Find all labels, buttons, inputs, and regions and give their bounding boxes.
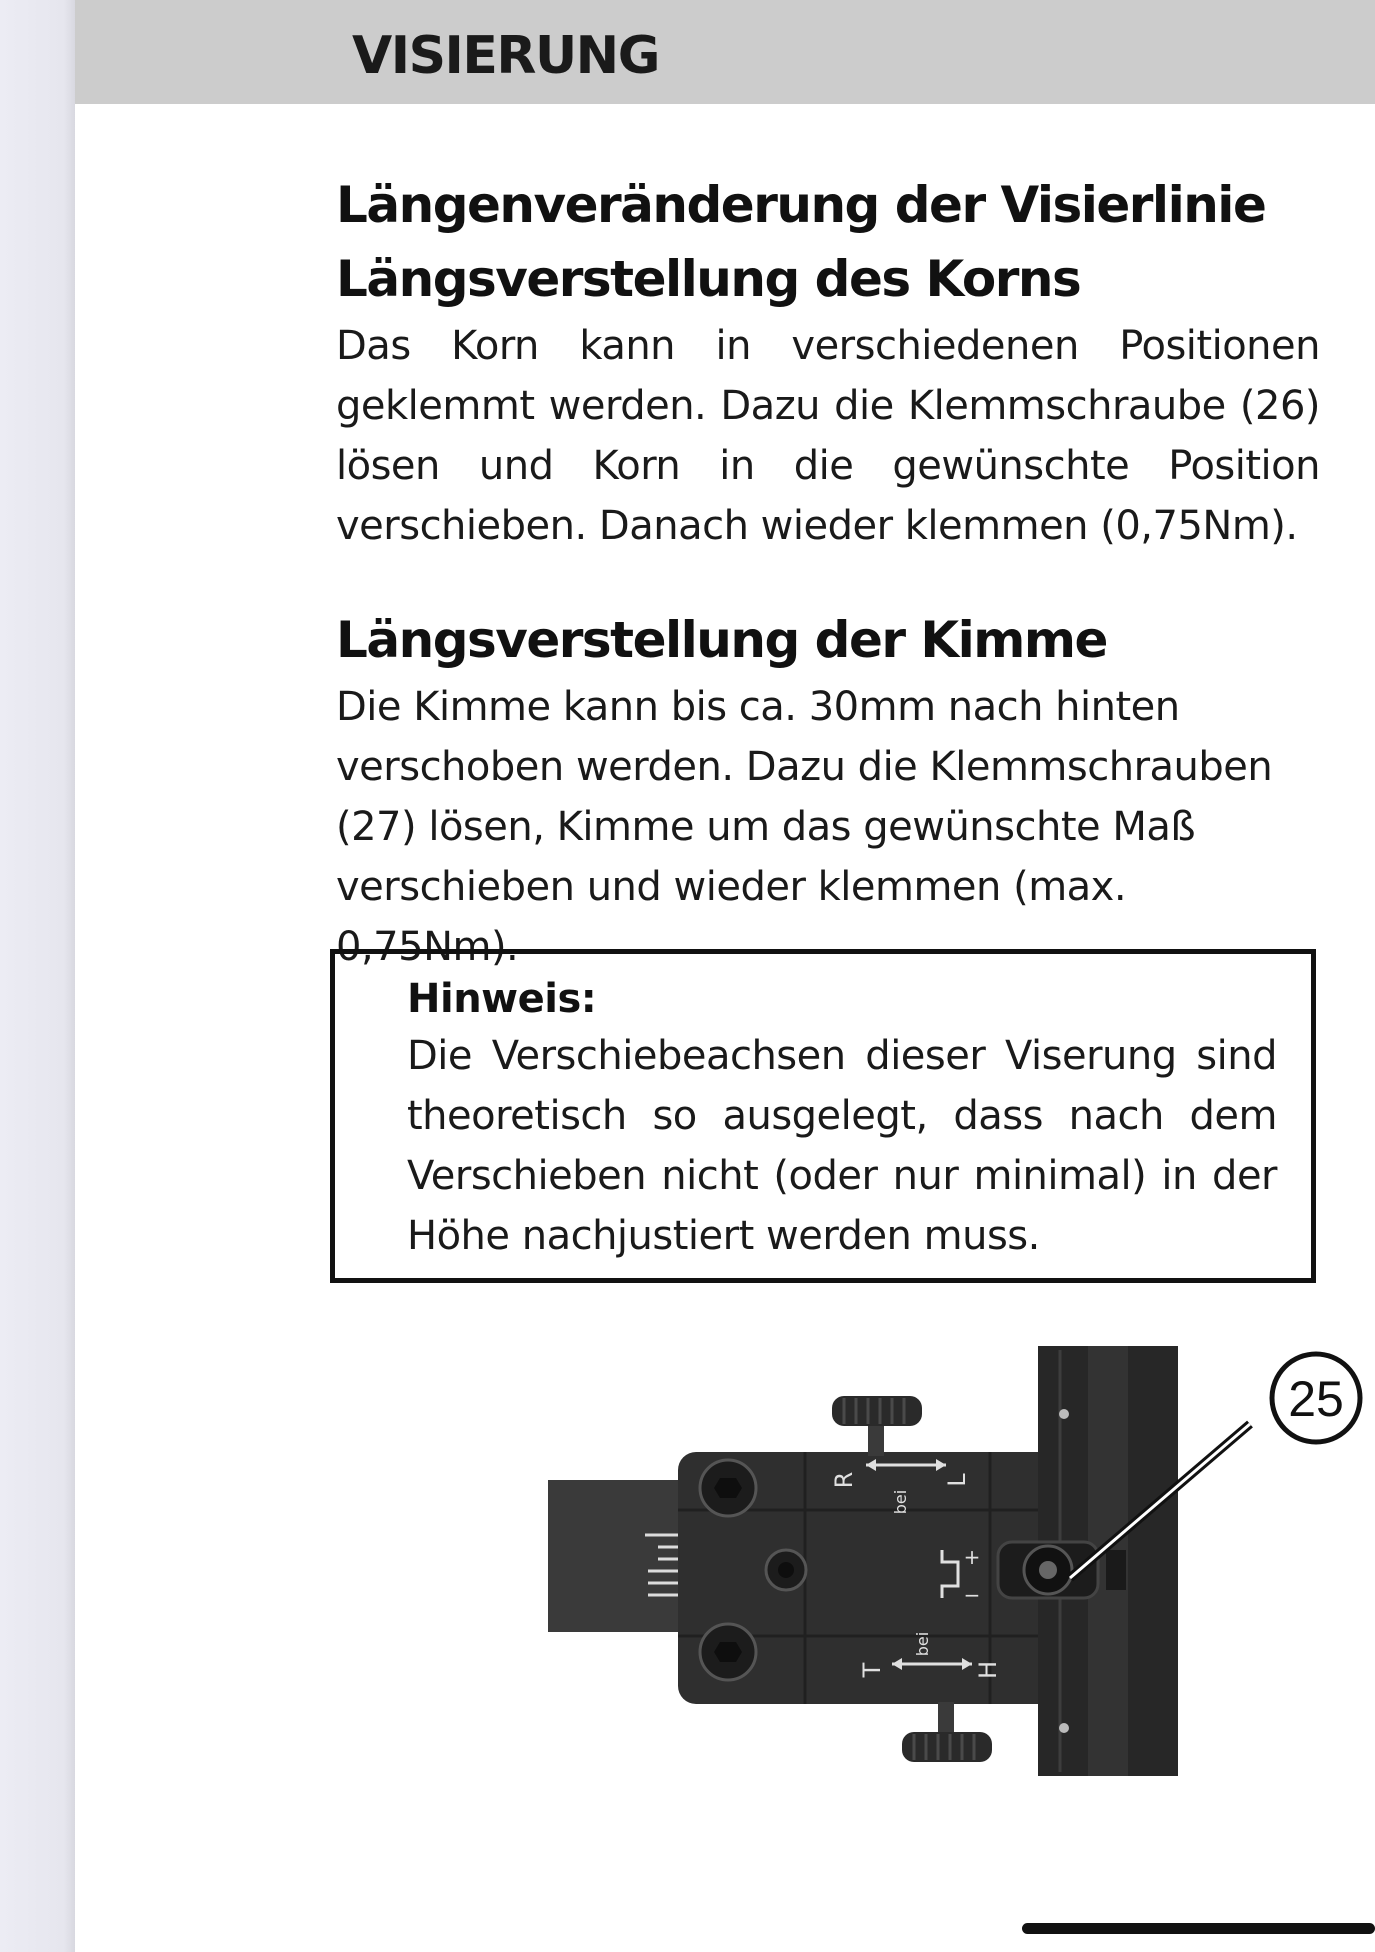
section-kimme bbox=[336, 603, 1320, 977]
clamp-screw-top bbox=[700, 1460, 756, 1516]
center-screw bbox=[766, 1550, 806, 1590]
heading-korn: Längsverstellung des Korns bbox=[336, 250, 1081, 308]
rear-sight-figure bbox=[540, 1340, 1375, 1800]
label-h: H bbox=[974, 1660, 1002, 1680]
callout-number: 25 bbox=[1288, 1371, 1344, 1427]
sight-rail bbox=[548, 1480, 698, 1632]
note-box bbox=[330, 949, 1316, 1283]
label-l: L bbox=[943, 1473, 971, 1487]
section-title: VISIERUNG bbox=[352, 26, 659, 86]
left-page-edge bbox=[0, 0, 75, 1952]
paragraph-korn: Das Korn kann in verschiedenen Positionen geklemmt werden. Dazu die Klemmschraube (26) lösen und Korn in die gewünschte Position verschieben. Danach wieder klemmen (0,75Nm). bbox=[336, 323, 1320, 549]
section-header-bar bbox=[75, 0, 1375, 104]
heading-kimme: Längsverstellung der Kimme bbox=[336, 611, 1107, 669]
note-title: Hinweis: bbox=[407, 976, 597, 1022]
note-text: Die Verschiebeachsen dieser Viserung sind theoretisch so ausgelegt, dass nach dem Verschieben nicht (oder nur minimal) in der Höhe nachjustiert werden muss. bbox=[407, 1033, 1277, 1259]
section-korn bbox=[336, 168, 1320, 556]
label-r: R bbox=[830, 1471, 858, 1489]
paragraph-kimme: Die Kimme kann bis ca. 30mm nach hinten verschoben werden. Dazu die Klemmschrauben (27) lösen, Kimme um das gewünschte Maß verschieben und wieder klemmen (max. 0,75Nm). bbox=[336, 684, 1273, 970]
svg-text:−: − bbox=[963, 1583, 981, 1607]
label-bei-elevation: bei bbox=[913, 1631, 932, 1657]
label-bei-windage: bei bbox=[891, 1489, 910, 1515]
heading-visierlinie: Längenveränderung der Visierlinie bbox=[336, 176, 1266, 234]
svg-text:+: + bbox=[963, 1545, 981, 1569]
clamp-screw-bottom bbox=[700, 1624, 756, 1680]
home-indicator[interactable] bbox=[1022, 1923, 1375, 1934]
label-t: T bbox=[858, 1662, 886, 1678]
